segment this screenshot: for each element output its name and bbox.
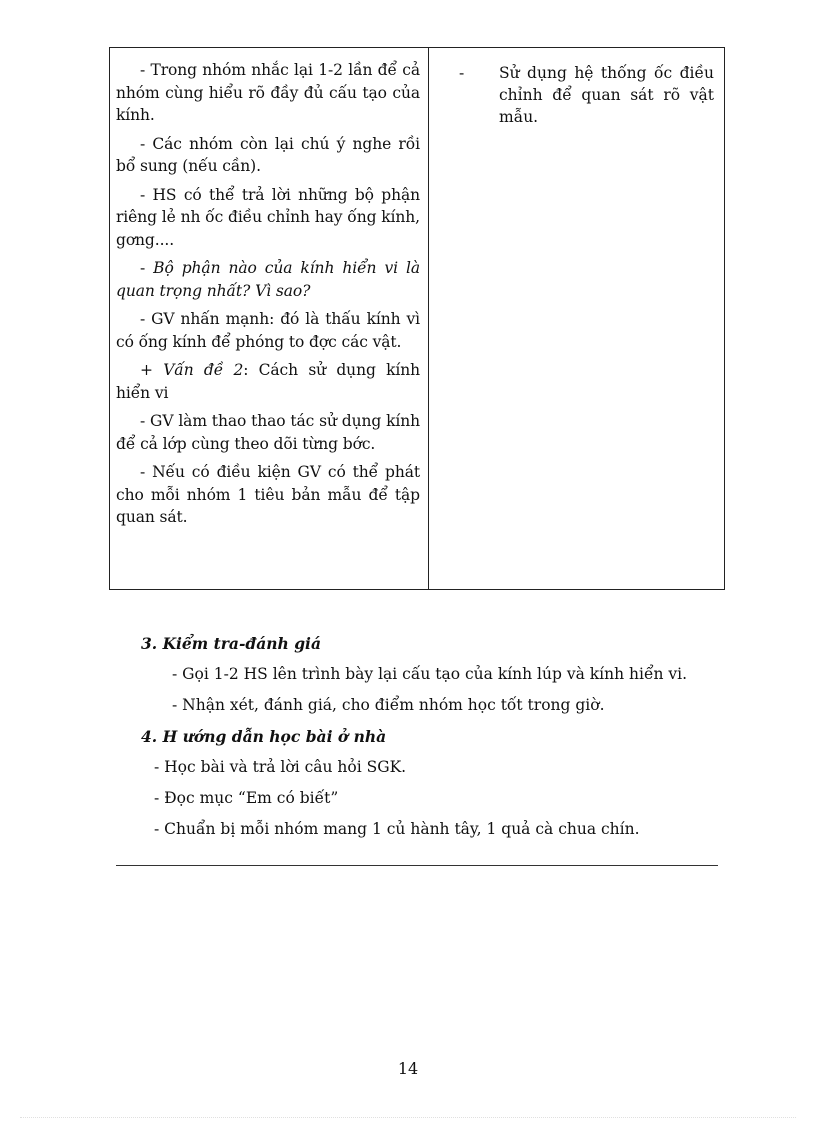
item-text: Sử dụng hệ thống ốc điều chỉnh để quan sát rõ vật mẫu. bbox=[499, 64, 714, 126]
bottom-dotted-border bbox=[20, 1117, 796, 1118]
section-4-line: - Học bài và trả lời câu hỏi SGK. bbox=[154, 758, 407, 776]
question-prefix: - bbox=[140, 259, 154, 277]
issue-paragraph bbox=[116, 359, 420, 404]
activity-paragraph: - GV làm thao thao tác sử dụng kính để cả lớp cùng theo dõi từng bớc. bbox=[116, 412, 420, 453]
teacher-student-activities-cell bbox=[110, 48, 429, 590]
lesson-table bbox=[109, 47, 725, 590]
item-dash: - bbox=[459, 64, 465, 82]
question-paragraph bbox=[116, 257, 420, 302]
activity-paragraph: - Trong nhóm nhắc lại 1-2 lần để cả nhóm cùng hiểu rõ đầy đủ cấu tạo của kính. bbox=[116, 61, 420, 124]
issue-prefix: + bbox=[140, 361, 164, 379]
horizontal-divider bbox=[116, 865, 718, 866]
content-cell bbox=[429, 48, 725, 590]
section-4-heading: 4. H ướng dẫn học bài ở nhà bbox=[141, 727, 387, 746]
section-4-line: - Đọc mục “Em có biết” bbox=[154, 789, 339, 807]
section-3-heading: 3. Kiểm tra-đánh giá bbox=[141, 634, 321, 653]
issue-label: Vấn đề 2 bbox=[163, 361, 244, 379]
activity-paragraph: - HS có thể trả lời những bộ phận riêng lẻ nh ốc điều chỉnh hay ống kính, gơng.... bbox=[116, 185, 420, 249]
activity-paragraph: - Các nhóm còn lại chú ý nghe rồi bổ sung (nếu cần). bbox=[116, 134, 420, 175]
section-3-line: - Gọi 1-2 HS lên trình bày lại cấu tạo của kính lúp và kính hiển vi. bbox=[172, 665, 688, 683]
section-4-line: - Chuẩn bị mỗi nhóm mang 1 củ hành tây, 1 quả cà chua chín. bbox=[154, 820, 640, 838]
activity-paragraph: - GV nhấn mạnh: đó là thấu kính vì có ống kính để phóng to đợc các vật. bbox=[116, 310, 420, 351]
section-3-line: - Nhận xét, đánh giá, cho điểm nhóm học tốt trong giờ. bbox=[172, 696, 605, 714]
table-row bbox=[110, 48, 725, 590]
issue-text: : Cách sử dụng kính hiển vi bbox=[116, 361, 420, 402]
question-text: Bộ phận nào của kính hiển vi là quan trọng nhất? Vì sao? bbox=[116, 259, 420, 300]
content-item bbox=[459, 62, 714, 128]
activity-paragraph: - Nếu có điều kiện GV có thể phát cho mỗi nhóm 1 tiêu bản mẫu để tập quan sát. bbox=[116, 463, 420, 526]
page-number: 14 bbox=[397, 1059, 419, 1078]
